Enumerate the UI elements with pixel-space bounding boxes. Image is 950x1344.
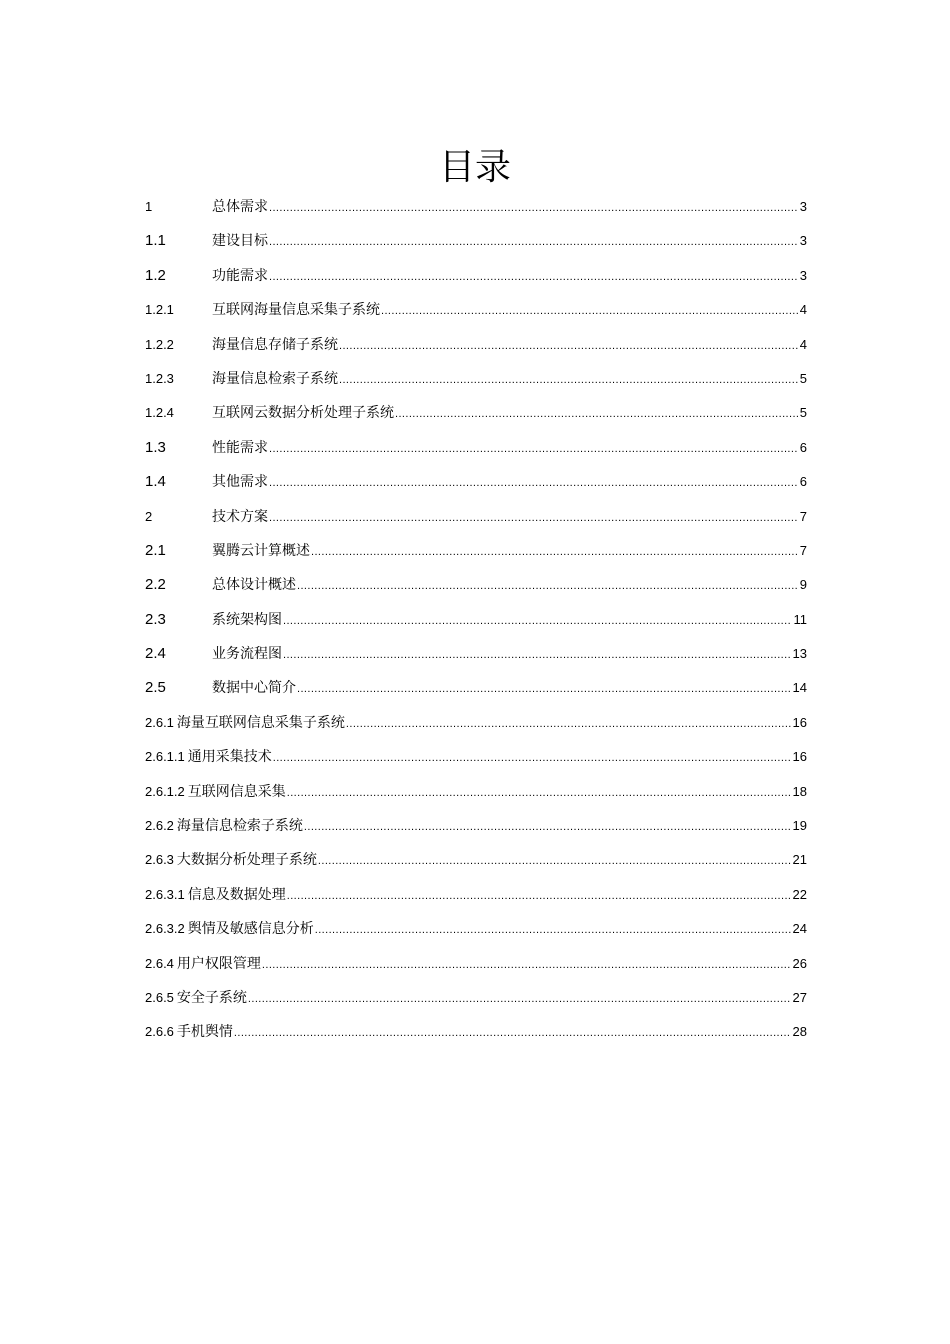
toc-entry-page-number: 3 (799, 233, 807, 249)
toc-entry[interactable] (145, 362, 807, 396)
toc-entry-number: 2.6.3.1 (145, 886, 185, 902)
toc-dot-leader (234, 1016, 791, 1050)
toc-entry-number: 1.2.1 (145, 302, 174, 318)
toc-entry-page-number: 16 (792, 714, 807, 730)
toc-entry-number: 2.6.3 (145, 852, 174, 868)
toc-entry[interactable] (145, 293, 807, 327)
toc-entry[interactable] (145, 568, 807, 602)
toc-entry-title: 信息及数据处理 (187, 886, 286, 903)
toc-dot-leader (346, 707, 791, 741)
toc-dot-leader (269, 260, 798, 294)
toc-entry-number: 2.6.4 (145, 955, 174, 971)
toc-dot-leader (269, 501, 798, 535)
toc-entry-page-number: 3 (799, 199, 807, 214)
toc-entry-number: 2.6.1.1 (145, 749, 185, 765)
toc-entry-title: 其他需求 (212, 474, 268, 491)
toc-entry-number: 1 (145, 199, 153, 214)
toc-entry-number: 2 (145, 508, 153, 524)
toc-dot-leader (269, 225, 798, 259)
toc-entry[interactable] (145, 224, 807, 258)
toc-entry[interactable] (145, 1015, 807, 1049)
toc-entry[interactable] (145, 534, 807, 568)
toc-entry[interactable] (145, 465, 807, 499)
toc-entry[interactable] (145, 947, 807, 981)
toc-entry-title: 海量信息检索子系统 (212, 370, 338, 387)
toc-entry[interactable] (145, 775, 807, 809)
toc-dot-leader (297, 672, 791, 706)
toc-entry[interactable] (145, 603, 807, 637)
toc-entry[interactable] (145, 637, 807, 671)
toc-dot-leader (269, 191, 798, 225)
toc-entry-page-number: 26 (792, 955, 807, 971)
toc-entry-number: 2.6.6 (145, 1024, 174, 1040)
toc-dot-leader (262, 948, 791, 982)
toc-entry[interactable] (145, 396, 807, 430)
toc-entry-page-number: 11 (793, 611, 807, 627)
toc-entry[interactable] (145, 500, 807, 534)
table-of-contents (145, 190, 807, 1050)
toc-entry-page-number: 19 (792, 818, 807, 834)
toc-entry[interactable] (145, 740, 807, 774)
toc-entry-title: 互联网信息采集 (187, 783, 286, 800)
toc-dot-leader (315, 913, 791, 947)
toc-entry-page-number: 16 (792, 749, 807, 765)
toc-entry-number: 1.2 (145, 266, 166, 284)
toc-entry-title: 海量互联网信息采集子系统 (176, 714, 345, 731)
toc-entry-number: 2.6.2 (145, 818, 174, 834)
toc-entry[interactable] (145, 259, 807, 293)
toc-entry-number: 2.6.5 (145, 989, 174, 1005)
toc-dot-leader (287, 776, 791, 810)
toc-entry-title: 总体需求 (212, 199, 268, 215)
toc-dot-leader (297, 569, 798, 603)
toc-entry-page-number: 27 (792, 989, 807, 1005)
toc-entry-title: 舆情及敏感信息分析 (187, 921, 314, 938)
toc-entry-number: 2.4 (145, 645, 166, 663)
toc-entry-title: 功能需求 (212, 267, 268, 284)
toc-entry[interactable] (145, 671, 807, 705)
toc-entry[interactable] (145, 431, 807, 465)
toc-entry-title: 翼腾云计算概述 (212, 542, 310, 559)
toc-entry-page-number: 13 (792, 646, 807, 662)
toc-dot-leader (318, 844, 791, 878)
toc-entry-title: 通用采集技术 (187, 749, 272, 766)
toc-dot-leader (283, 604, 792, 638)
toc-entry-number: 1.3 (145, 438, 166, 456)
toc-dot-leader (248, 982, 791, 1016)
toc-entry-page-number: 6 (799, 474, 807, 490)
toc-entry-page-number: 6 (799, 439, 807, 455)
toc-entry-number: 2.1 (145, 541, 166, 559)
toc-entry[interactable] (145, 706, 807, 740)
toc-dot-leader (304, 810, 791, 844)
toc-entry[interactable] (145, 878, 807, 912)
toc-entry-title: 安全子系统 (176, 989, 247, 1006)
toc-entry-page-number: 18 (792, 783, 807, 799)
toc-dot-leader (273, 741, 791, 775)
toc-entry-title: 大数据分析处理子系统 (176, 852, 317, 869)
toc-entry[interactable] (145, 912, 807, 946)
toc-entry-number: 2.6.1 (145, 714, 174, 730)
toc-entry-number: 2.6.1.2 (145, 783, 185, 799)
toc-entry-page-number: 5 (799, 405, 807, 421)
toc-dot-leader (283, 638, 791, 672)
toc-dot-leader (311, 535, 798, 569)
toc-entry[interactable] (145, 981, 807, 1015)
toc-entry[interactable] (145, 843, 807, 877)
toc-entry[interactable] (145, 809, 807, 843)
toc-entry-title: 总体设计概述 (212, 577, 296, 594)
toc-entry-page-number: 4 (799, 302, 807, 318)
toc-dot-leader (381, 294, 798, 328)
toc-entry-title: 手机舆情 (176, 1024, 233, 1041)
toc-dot-leader (269, 432, 798, 466)
toc-entry-page-number: 7 (799, 542, 807, 558)
toc-entry-page-number: 7 (799, 508, 807, 524)
toc-entry-number: 1.1 (145, 232, 166, 250)
toc-entry-page-number: 14 (792, 680, 807, 696)
toc-entry[interactable] (145, 190, 807, 224)
toc-entry-title: 数据中心简介 (212, 680, 296, 697)
toc-dot-leader (339, 329, 798, 363)
toc-entry-title: 建设目标 (212, 233, 268, 250)
toc-entry-number: 2.6.3.2 (145, 921, 185, 937)
toc-dot-leader (395, 397, 798, 431)
toc-entry-title: 性能需求 (212, 439, 268, 456)
toc-entry-number: 1.2.3 (145, 370, 174, 386)
toc-entry[interactable] (145, 328, 807, 362)
toc-entry-page-number: 21 (792, 852, 807, 868)
toc-entry-title: 业务流程图 (212, 646, 282, 663)
toc-entry-title: 用户权限管理 (176, 955, 261, 972)
toc-title: 目录 (438, 147, 511, 188)
toc-entry-number: 2.2 (145, 576, 166, 594)
toc-entry-page-number: 22 (792, 886, 807, 902)
toc-dot-leader (269, 466, 798, 500)
toc-entry-page-number: 4 (799, 336, 807, 352)
toc-entry-title: 互联网海量信息采集子系统 (212, 302, 380, 319)
toc-entry-number: 1.4 (145, 473, 166, 491)
toc-entry-number: 1.2.2 (145, 336, 174, 352)
toc-dot-leader (287, 879, 791, 913)
toc-entry-title: 互联网云数据分析处理子系统 (212, 405, 394, 422)
toc-entry-title: 海量信息检索子系统 (176, 818, 303, 835)
toc-entry-number: 2.5 (145, 679, 166, 697)
toc-entry-page-number: 9 (799, 577, 807, 593)
toc-entry-page-number: 24 (792, 921, 807, 937)
toc-dot-leader (339, 363, 798, 397)
toc-entry-number: 1.2.4 (145, 405, 174, 421)
toc-entry-title: 系统架构图 (212, 611, 282, 628)
toc-entry-page-number: 3 (799, 267, 807, 283)
toc-entry-number: 2.3 (145, 610, 166, 628)
toc-entry-title: 技术方案 (212, 508, 268, 525)
toc-entry-title: 海量信息存储子系统 (212, 336, 338, 353)
toc-entry-page-number: 5 (799, 370, 807, 386)
toc-entry-page-number: 28 (792, 1024, 807, 1040)
